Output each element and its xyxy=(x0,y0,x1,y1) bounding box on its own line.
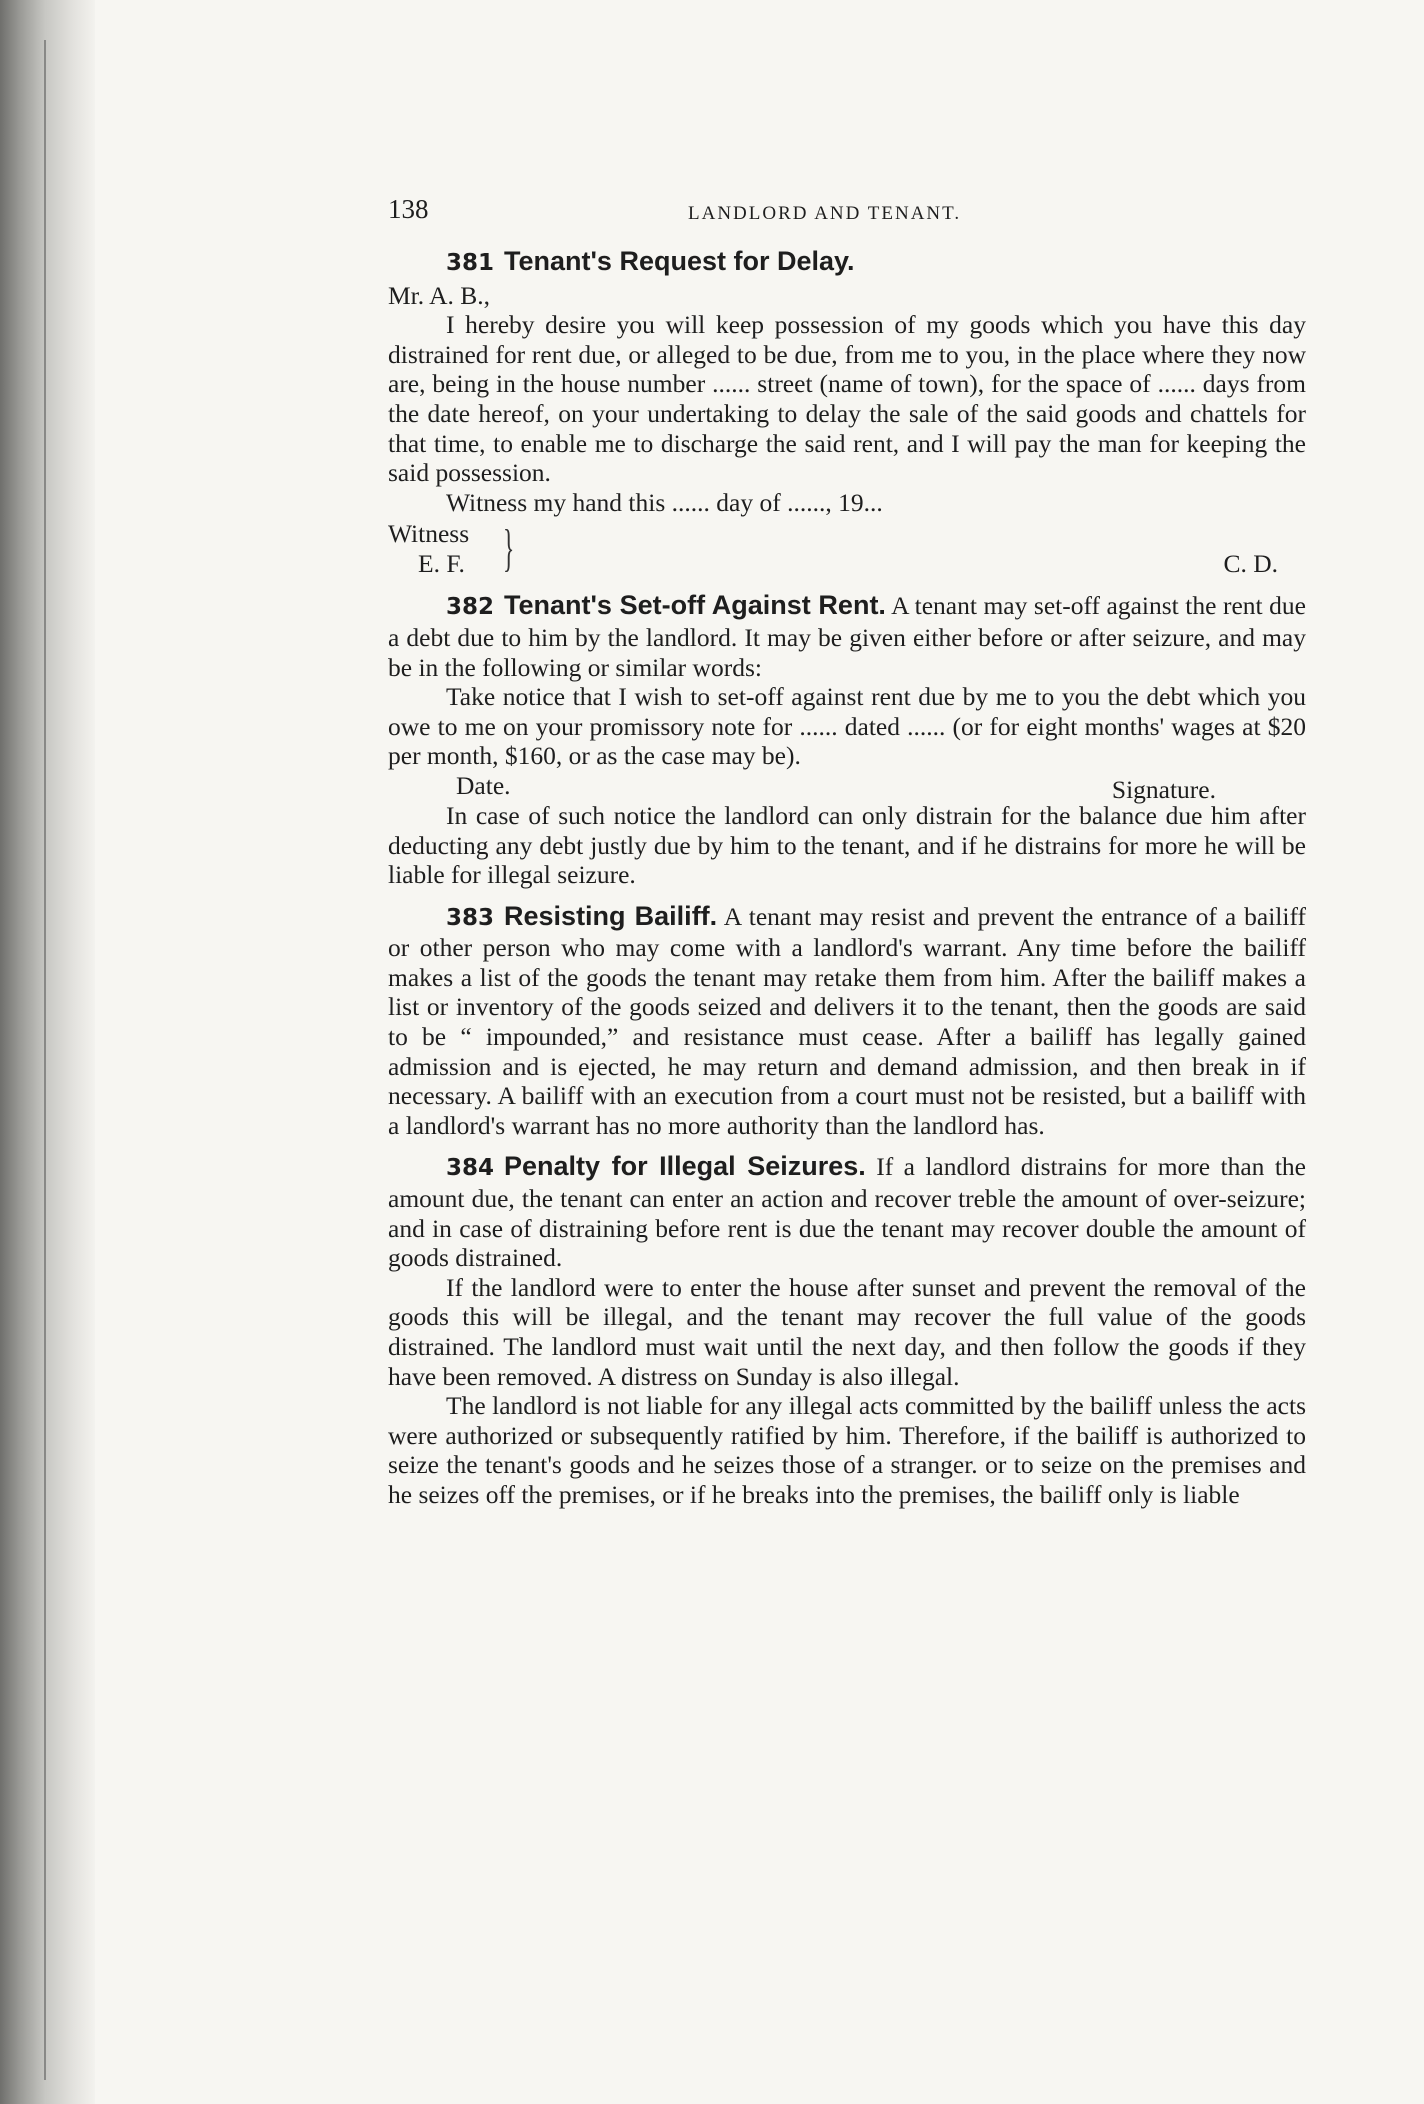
set-off-notice: Take notice that I wish to set-off against rent due by me to you the debt which you owe to me on your promissory note for ...... dated ...... (or for eight months' wages at $20 per month, $160, or as the case may be). xyxy=(388,682,1306,771)
section-title: Tenant's Set-off Against Rent. xyxy=(504,590,886,621)
section-number: 382 xyxy=(446,594,495,621)
salutation: Mr. A. B., xyxy=(388,280,491,310)
gutter-shadow-line xyxy=(44,40,46,2080)
section-382 xyxy=(388,591,1306,889)
section-number: 384 xyxy=(446,1155,495,1182)
section-384-paragraph-2: If the landlord were to enter the house after sunset and prevent the removal of the goods this will be illegal, and the tenant may recover the full value of the goods distrained. The landlord must wait until the next day, and then follow the goods if they have been removed. A distress on Sunday is also illegal. xyxy=(388,1272,1306,1391)
section-381-heading xyxy=(388,247,1306,279)
book-binding-edge xyxy=(0,0,95,2104)
page-content xyxy=(388,195,1306,1510)
section-title: Tenant's Request for Delay. xyxy=(504,246,855,276)
brace-icon: } xyxy=(503,520,515,578)
running-title: LANDLORD AND TENANT. xyxy=(688,203,962,224)
section-383 xyxy=(388,902,1306,1141)
set-off-followup: In case of such notice the landlord can only distrain for the balance due him after deducting any debt justly due by him to the tenant, and if he distrains for more he will be liable for illegal seizure. xyxy=(388,800,1306,890)
request-body: I hereby desire you will keep possession of my goods which you have this day distrained for rent due, or alleged to be due, from me to you, in the place where they now are, being in the house number ...... street (name of town), for the space of ...... days from the date hereof, on your undertaking to delay the sale of the said goods and chattels for that time, to enable me to discharge the said rent, and I will pay the man for keeping the said possession. xyxy=(388,310,1306,488)
section-383-paragraph xyxy=(388,902,1306,1141)
running-head xyxy=(388,195,1306,247)
signature-line xyxy=(388,770,1306,804)
section-body: If a landlord distrains for more than the amount due, the tenant can enter an action and recover treble the amount of over-seizure; and in case of distraining before rent is due the tenant may recover double the amount of goods distrained. xyxy=(388,1152,1306,1273)
section-intro: A tenant may set-off against the rent due a debt due to him by the landlord. It may be given either before or after seizure, and may be in the following or similar words: xyxy=(388,591,1306,682)
section-title: Resisting Bailiff. xyxy=(504,900,718,931)
section-number: 383 xyxy=(446,904,495,931)
section-title: Penalty for Illegal Seizures. xyxy=(504,1151,866,1182)
section-body: A tenant may resist and prevent the entrance of a bailiff or other person who may come with a landlord's warrant. Any time before the bailiff makes a list of the goods the tenant may retake them from him. After the bailiff makes a list or inventory of the goods seized and delivers it to the tenant, then the goods are said to be “ impounded,” and resistance must cease. After a bailiff has legally gained admission and is ejected, he may return and demand admission, and then break in if necessary. A bailiff with an execution from a court must not be resisted, but a bailiff with a landlord's warrant has no more authority than the landlord has. xyxy=(388,901,1306,1140)
witness-label: Witness xyxy=(388,519,470,549)
section-384 xyxy=(388,1152,1306,1509)
date-label: Date. xyxy=(456,770,511,800)
section-384-paragraph xyxy=(388,1152,1306,1272)
witness-initials: E. F. xyxy=(418,549,465,579)
section-384-paragraph-3: The landlord is not liable for any illegal acts committed by the bailiff unless the acts were authorized or subsequently ratified by him. Therefore, if the bailiff is authorized to seize the tenant's goods and he seizes those of a stranger. or to seize on the premises and he seizes off the premises, or if he breaks into the premises, the bailiff only is liable xyxy=(388,1391,1306,1509)
signature-label: Signature. xyxy=(1111,774,1216,804)
page-number: 138 xyxy=(388,194,429,224)
signatory: C. D. xyxy=(1223,549,1278,579)
witness-block xyxy=(388,519,1306,579)
section-381 xyxy=(388,247,1306,579)
section-382-paragraph xyxy=(388,591,1306,682)
witness-line: Witness my hand this ...... day of ......, 19... xyxy=(446,487,883,517)
section-number: 381 xyxy=(446,250,495,276)
